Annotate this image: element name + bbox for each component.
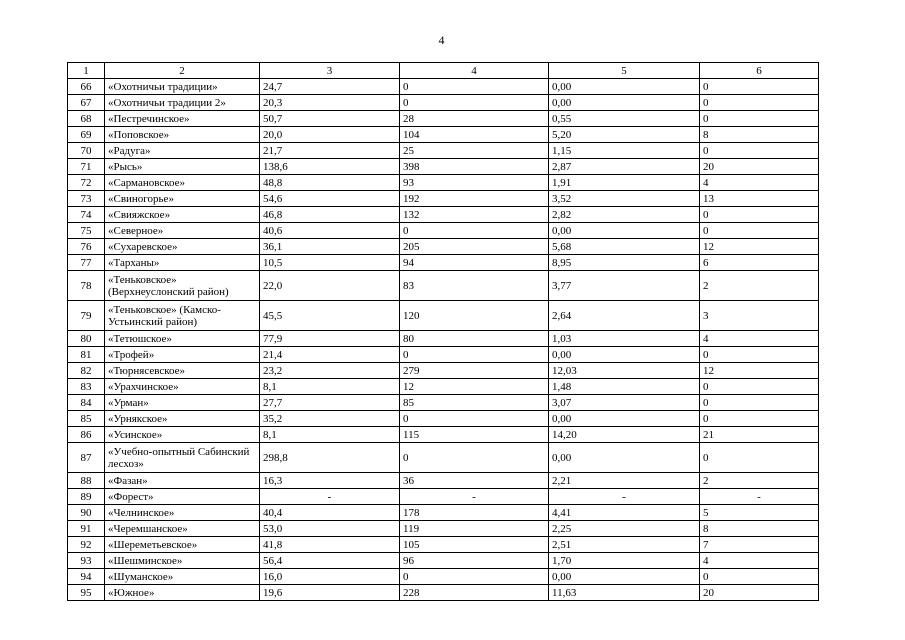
density-cell: 0,00 [549, 79, 700, 95]
hunting-ground-name-cell: «Фазан» [105, 473, 260, 489]
density-cell: 5,20 [549, 127, 700, 143]
hunting-ground-name-cell: «Черемшанское» [105, 521, 260, 537]
area-cell: 54,6 [260, 191, 400, 207]
density-cell: 4,41 [549, 505, 700, 521]
density-cell: 2,21 [549, 473, 700, 489]
quota-cell: 0 [700, 379, 819, 395]
density-cell: 0,00 [549, 223, 700, 239]
row-number-cell: 69 [68, 127, 105, 143]
row-number-cell: 90 [68, 505, 105, 521]
density-cell: 1,03 [549, 331, 700, 347]
table-row [68, 379, 819, 395]
area-cell: 10,5 [260, 255, 400, 271]
column-number-1: 1 [68, 63, 105, 79]
quota-cell: 0 [700, 411, 819, 427]
area-cell: 45,5 [260, 301, 400, 331]
row-number-cell: 95 [68, 585, 105, 601]
hunting-ground-name-cell: «Трофей» [105, 347, 260, 363]
hunting-ground-name-cell: «Тарханы» [105, 255, 260, 271]
quota-cell: 0 [700, 95, 819, 111]
quota-cell: 20 [700, 159, 819, 175]
table-row [68, 347, 819, 363]
area-cell: 53,0 [260, 521, 400, 537]
quota-cell: 0 [700, 79, 819, 95]
density-cell: 2,82 [549, 207, 700, 223]
area-cell: 23,2 [260, 363, 400, 379]
row-number-cell: 92 [68, 537, 105, 553]
area-cell: 21,7 [260, 143, 400, 159]
density-cell: 12,03 [549, 363, 700, 379]
quota-cell: 21 [700, 427, 819, 443]
table-row [68, 427, 819, 443]
density-cell: 2,25 [549, 521, 700, 537]
hunting-ground-name-cell: «Сармановское» [105, 175, 260, 191]
row-number-cell: 70 [68, 143, 105, 159]
quota-cell: 0 [700, 223, 819, 239]
column-number-2: 2 [105, 63, 260, 79]
density-cell: 1,48 [549, 379, 700, 395]
area-cell: 16,0 [260, 569, 400, 585]
hunting-ground-name-cell: «Свиногорье» [105, 191, 260, 207]
table-row [68, 255, 819, 271]
area-cell: 298,8 [260, 443, 400, 473]
row-number-cell: 82 [68, 363, 105, 379]
quota-cell: 0 [700, 207, 819, 223]
area-cell: - [260, 489, 400, 505]
quota-cell: - [700, 489, 819, 505]
area-cell: 19,6 [260, 585, 400, 601]
count-cell: 205 [400, 239, 549, 255]
count-cell: 120 [400, 301, 549, 331]
hunting-ground-name-cell: «Южное» [105, 585, 260, 601]
row-number-cell: 80 [68, 331, 105, 347]
count-cell: 83 [400, 271, 549, 301]
density-cell: 0,00 [549, 95, 700, 111]
area-cell: 77,9 [260, 331, 400, 347]
count-cell: 119 [400, 521, 549, 537]
count-cell: 94 [400, 255, 549, 271]
table-row [68, 585, 819, 601]
area-cell: 8,1 [260, 427, 400, 443]
hunting-ground-name-cell: «Урахчинское» [105, 379, 260, 395]
count-cell: 104 [400, 127, 549, 143]
density-cell: 0,00 [549, 443, 700, 473]
density-cell: 1,70 [549, 553, 700, 569]
table-row [68, 331, 819, 347]
count-cell: - [400, 489, 549, 505]
area-cell: 35,2 [260, 411, 400, 427]
area-cell: 41,8 [260, 537, 400, 553]
count-cell: 25 [400, 143, 549, 159]
table-row [68, 411, 819, 427]
quota-cell: 0 [700, 143, 819, 159]
area-cell: 56,4 [260, 553, 400, 569]
hunting-ground-name-cell: «Свияжское» [105, 207, 260, 223]
table-row [68, 537, 819, 553]
density-cell: 3,77 [549, 271, 700, 301]
density-cell: 5,68 [549, 239, 700, 255]
density-cell: 3,07 [549, 395, 700, 411]
hunting-ground-name-cell: «Рысь» [105, 159, 260, 175]
table-row [68, 301, 819, 331]
quota-cell: 4 [700, 331, 819, 347]
table-row [68, 363, 819, 379]
row-number-cell: 84 [68, 395, 105, 411]
column-number-5: 5 [549, 63, 700, 79]
hunting-ground-name-cell: «Поповское» [105, 127, 260, 143]
table-body [68, 63, 819, 601]
density-cell: 2,51 [549, 537, 700, 553]
hunting-ground-name-cell: «Радуга» [105, 143, 260, 159]
hunting-ground-name-cell: «Теньковское» (Камско-Устьинский район) [105, 301, 260, 331]
count-cell: 398 [400, 159, 549, 175]
count-cell: 12 [400, 379, 549, 395]
page-number: 4 [438, 33, 445, 47]
quota-cell: 7 [700, 537, 819, 553]
table-row [68, 207, 819, 223]
hunting-ground-name-cell: «Пестречинское» [105, 111, 260, 127]
quota-cell: 0 [700, 443, 819, 473]
table-row [68, 569, 819, 585]
count-cell: 228 [400, 585, 549, 601]
count-cell: 0 [400, 95, 549, 111]
area-cell: 8,1 [260, 379, 400, 395]
hunting-ground-name-cell: «Сухаревское» [105, 239, 260, 255]
row-number-cell: 75 [68, 223, 105, 239]
density-cell: 2,87 [549, 159, 700, 175]
table-row [68, 395, 819, 411]
hunting-ground-name-cell: «Северное» [105, 223, 260, 239]
density-cell: 1,91 [549, 175, 700, 191]
row-number-cell: 66 [68, 79, 105, 95]
count-cell: 96 [400, 553, 549, 569]
quota-cell: 5 [700, 505, 819, 521]
table-row [68, 473, 819, 489]
area-cell: 46,8 [260, 207, 400, 223]
quota-cell: 13 [700, 191, 819, 207]
quota-cell: 0 [700, 111, 819, 127]
row-number-cell: 78 [68, 271, 105, 301]
density-cell: 3,52 [549, 191, 700, 207]
table-row [68, 223, 819, 239]
row-number-cell: 76 [68, 239, 105, 255]
quota-cell: 4 [700, 175, 819, 191]
quota-cell: 4 [700, 553, 819, 569]
hunting-ground-name-cell: «Усинское» [105, 427, 260, 443]
count-cell: 115 [400, 427, 549, 443]
count-cell: 85 [400, 395, 549, 411]
row-number-cell: 83 [68, 379, 105, 395]
column-number-3: 3 [260, 63, 400, 79]
area-cell: 36,1 [260, 239, 400, 255]
hunting-ground-name-cell: «Шуманское» [105, 569, 260, 585]
density-cell: 0,00 [549, 347, 700, 363]
density-cell: 11,63 [549, 585, 700, 601]
area-cell: 27,7 [260, 395, 400, 411]
row-number-cell: 85 [68, 411, 105, 427]
count-cell: 279 [400, 363, 549, 379]
row-number-cell: 88 [68, 473, 105, 489]
row-number-cell: 79 [68, 301, 105, 331]
density-cell: 0,00 [549, 569, 700, 585]
quota-cell: 2 [700, 271, 819, 301]
count-cell: 0 [400, 79, 549, 95]
area-cell: 24,7 [260, 79, 400, 95]
quota-cell: 8 [700, 521, 819, 537]
hunting-ground-name-cell: «Охотничьи традиции» [105, 79, 260, 95]
table-row [68, 191, 819, 207]
quota-cell: 6 [700, 255, 819, 271]
table-row [68, 553, 819, 569]
count-cell: 0 [400, 223, 549, 239]
quota-cell: 20 [700, 585, 819, 601]
row-number-cell: 86 [68, 427, 105, 443]
count-cell: 0 [400, 443, 549, 473]
area-cell: 40,4 [260, 505, 400, 521]
density-cell: 8,95 [549, 255, 700, 271]
hunting-ground-name-cell: «Челнинское» [105, 505, 260, 521]
quota-cell: 12 [700, 363, 819, 379]
area-cell: 138,6 [260, 159, 400, 175]
count-cell: 178 [400, 505, 549, 521]
density-cell: 2,64 [549, 301, 700, 331]
row-number-cell: 93 [68, 553, 105, 569]
quota-cell: 2 [700, 473, 819, 489]
row-number-cell: 87 [68, 443, 105, 473]
quota-cell: 0 [700, 569, 819, 585]
quota-cell: 8 [700, 127, 819, 143]
hunting-ground-name-cell: «Урнякское» [105, 411, 260, 427]
density-cell: 0,55 [549, 111, 700, 127]
count-cell: 0 [400, 411, 549, 427]
hunting-ground-name-cell: «Тетюшское» [105, 331, 260, 347]
row-number-cell: 67 [68, 95, 105, 111]
column-number-6: 6 [700, 63, 819, 79]
hunting-grounds-table [67, 62, 819, 601]
hunting-ground-name-cell: «Охотничьи традиции 2» [105, 95, 260, 111]
area-cell: 20,3 [260, 95, 400, 111]
row-number-cell: 94 [68, 569, 105, 585]
table-row [68, 489, 819, 505]
row-number-cell: 72 [68, 175, 105, 191]
table-row [68, 521, 819, 537]
area-cell: 22,0 [260, 271, 400, 301]
hunting-ground-name-cell: «Шешминское» [105, 553, 260, 569]
density-cell: - [549, 489, 700, 505]
table-row [68, 443, 819, 473]
count-cell: 28 [400, 111, 549, 127]
row-number-cell: 89 [68, 489, 105, 505]
table-row [68, 111, 819, 127]
table-row [68, 175, 819, 191]
hunting-ground-name-cell: «Теньковское» (Верхнеуслонский район) [105, 271, 260, 301]
table-row [68, 159, 819, 175]
column-number-4: 4 [400, 63, 549, 79]
quota-cell: 12 [700, 239, 819, 255]
count-cell: 105 [400, 537, 549, 553]
density-cell: 0,00 [549, 411, 700, 427]
row-number-cell: 91 [68, 521, 105, 537]
hunting-ground-name-cell: «Учебно-опытный Сабинский лесхоз» [105, 443, 260, 473]
density-cell: 14,20 [549, 427, 700, 443]
area-cell: 50,7 [260, 111, 400, 127]
count-cell: 93 [400, 175, 549, 191]
count-cell: 0 [400, 347, 549, 363]
table-row [68, 143, 819, 159]
quota-cell: 0 [700, 347, 819, 363]
hunting-ground-name-cell: «Шереметьевское» [105, 537, 260, 553]
count-cell: 0 [400, 569, 549, 585]
hunting-ground-name-cell: «Тюрнясевское» [105, 363, 260, 379]
row-number-cell: 74 [68, 207, 105, 223]
row-number-cell: 71 [68, 159, 105, 175]
density-cell: 1,15 [549, 143, 700, 159]
row-number-cell: 68 [68, 111, 105, 127]
quota-cell: 0 [700, 395, 819, 411]
area-cell: 48,8 [260, 175, 400, 191]
hunting-ground-name-cell: «Форест» [105, 489, 260, 505]
table-row [68, 79, 819, 95]
hunting-ground-name-cell: «Урман» [105, 395, 260, 411]
table-row [68, 127, 819, 143]
area-cell: 21,4 [260, 347, 400, 363]
count-cell: 36 [400, 473, 549, 489]
row-number-cell: 77 [68, 255, 105, 271]
table-row [68, 95, 819, 111]
count-cell: 132 [400, 207, 549, 223]
area-cell: 40,6 [260, 223, 400, 239]
quota-cell: 3 [700, 301, 819, 331]
table-row [68, 271, 819, 301]
area-cell: 16,3 [260, 473, 400, 489]
row-number-cell: 73 [68, 191, 105, 207]
row-number-cell: 81 [68, 347, 105, 363]
table-row [68, 505, 819, 521]
table-row [68, 239, 819, 255]
count-cell: 80 [400, 331, 549, 347]
area-cell: 20,0 [260, 127, 400, 143]
count-cell: 192 [400, 191, 549, 207]
table-header-row [68, 63, 819, 79]
